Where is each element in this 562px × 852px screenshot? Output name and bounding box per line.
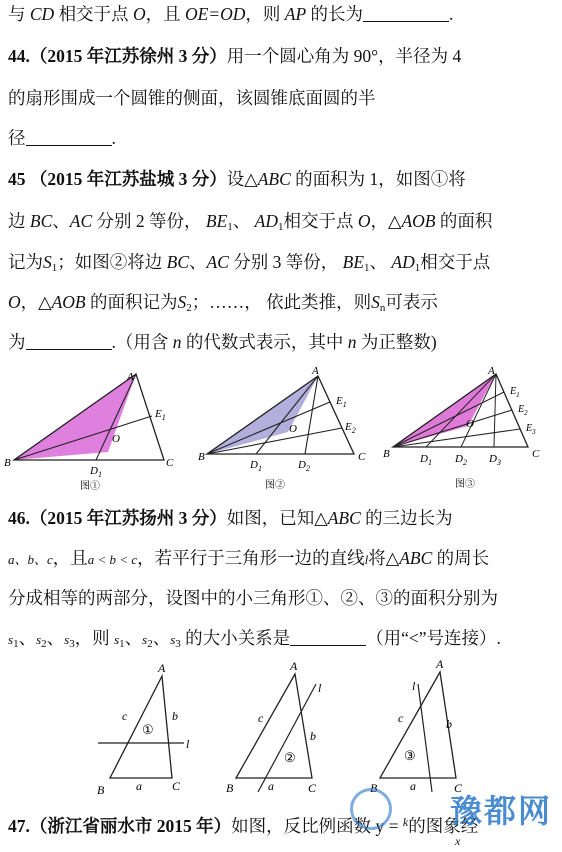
q45-figure-3 bbox=[383, 365, 540, 490]
svg-text:A: A bbox=[290, 659, 298, 673]
svg-text:A: A bbox=[158, 661, 166, 675]
answer-blank bbox=[290, 631, 366, 646]
q45-line-5: 为 .（用含 n 的代数式表示，其中 n 为正整数) bbox=[8, 332, 437, 352]
q44-line-3: 径 . bbox=[8, 128, 116, 148]
q44-line-2: 的扇形围成一个圆锥的侧面，该圆锥底面圆的半 bbox=[8, 88, 376, 108]
q46-figures bbox=[0, 656, 562, 801]
svg-text:D2: $D_2$ bbox=[298, 459, 310, 473]
q45-figures bbox=[0, 362, 562, 492]
svg-text:E1: $E_1$ bbox=[155, 408, 166, 422]
svg-text:D3: $D_3$ bbox=[489, 453, 501, 467]
q46-figure-3 bbox=[370, 657, 463, 795]
q43-tail-line: 与 CD 相交于点 O，且 OE=OD，则 AP 的长为 . bbox=[8, 4, 454, 24]
svg-text:A: A bbox=[312, 365, 319, 377]
q46-figure-1 bbox=[97, 661, 190, 797]
caption-fig1: 图① bbox=[80, 481, 100, 492]
svg-text:a: a bbox=[136, 779, 142, 793]
q45-line-2: 边 BC、AC 分别 2 等份， $BE_1$、 $AD_1$相交于点 O，△AOB 的面积 bbox=[8, 211, 493, 233]
svg-text:l: l bbox=[186, 737, 190, 751]
svg-text:C: C bbox=[454, 781, 463, 795]
svg-text:B: B bbox=[383, 448, 390, 460]
q46-figure-2 bbox=[226, 659, 322, 795]
q46-line-4: $s_1$、$s_2$、$s_3$，则 $s_1$、$s_2$、$s_3$ 的大小关系是 （用“<”号连接）. bbox=[8, 628, 501, 650]
svg-text:C: C bbox=[532, 448, 540, 460]
q45-figure-2 bbox=[198, 365, 366, 491]
q45-line-4: O，△AOB 的面积记为$S_2$；……， 依此类推，则$S_n$可表示 bbox=[8, 292, 438, 314]
svg-text:B: B bbox=[97, 783, 105, 797]
svg-text:b: b bbox=[310, 729, 316, 743]
svg-text:②: ② bbox=[284, 750, 296, 765]
svg-text:b: b bbox=[172, 709, 178, 723]
svg-text:C: C bbox=[308, 781, 317, 795]
svg-text:D1: $D_1$ bbox=[90, 465, 102, 479]
q45-line-1: 45 （2015 年江苏盐城 3 分）设△ABC 的面积为 1，如图①将 bbox=[8, 169, 466, 189]
svg-text:B: B bbox=[4, 457, 11, 469]
svg-text:O: O bbox=[112, 433, 120, 445]
q45-figure-1 bbox=[4, 371, 174, 492]
q47-line-1: 47.（浙江省丽水市 2015 年）如图，反比例函数 y = $^k$的图象经 bbox=[8, 815, 479, 836]
svg-text:①: ① bbox=[142, 722, 154, 737]
svg-text:A: A bbox=[488, 365, 495, 377]
svg-text:b: b bbox=[446, 717, 452, 731]
svg-text:O: O bbox=[466, 418, 474, 430]
svg-text:A: A bbox=[436, 657, 444, 671]
svg-text:B: B bbox=[226, 781, 234, 795]
svg-text:E3: $E_3$ bbox=[526, 423, 536, 436]
svg-text:D1: $D_1$ bbox=[420, 453, 432, 467]
q45-line-3: 记为$S_1$；如图②将边 BC、AC 分别 3 等份， $BE_1$、 $AD_1$相交于点 bbox=[8, 252, 491, 274]
watermark-logo-icon bbox=[350, 788, 392, 830]
svg-text:c: c bbox=[258, 711, 264, 725]
svg-text:③: ③ bbox=[404, 748, 416, 763]
caption-fig2: 图② bbox=[265, 480, 285, 491]
svg-text:E1: $E_1$ bbox=[510, 386, 520, 399]
svg-text:D2: $D_2$ bbox=[455, 453, 467, 467]
svg-text:E2: $E_2$ bbox=[345, 421, 356, 435]
svg-text:a: a bbox=[268, 779, 274, 793]
svg-text:c: c bbox=[122, 709, 128, 723]
svg-text:E2: $E_2$ bbox=[518, 404, 528, 417]
svg-text:A: A bbox=[127, 371, 134, 383]
svg-text:B: B bbox=[370, 781, 378, 795]
answer-blank bbox=[363, 7, 449, 22]
svg-text:E1: $E_1$ bbox=[336, 395, 347, 409]
caption-fig3: 图③ bbox=[455, 479, 475, 490]
svg-text:O: O bbox=[289, 423, 297, 435]
q44-line-1: 44.（2015 年江苏徐州 3 分）用一个圆心角为 90°，半径为 4 bbox=[8, 46, 462, 66]
q47-fraction-denominator: x bbox=[455, 834, 461, 848]
svg-text:D1: $D_1$ bbox=[250, 459, 262, 473]
svg-text:C: C bbox=[358, 451, 366, 463]
svg-text:a: a bbox=[410, 779, 416, 793]
svg-text:l: l bbox=[412, 679, 416, 693]
svg-text:B: B bbox=[198, 451, 205, 463]
svg-text:l: l bbox=[318, 681, 322, 695]
answer-blank bbox=[26, 131, 112, 146]
answer-blank bbox=[26, 335, 112, 350]
svg-text:C: C bbox=[166, 457, 174, 469]
q46-line-3: 分成相等的两部分，设图中的小三角形①、②、③的面积分别为 bbox=[8, 588, 498, 608]
svg-text:c: c bbox=[398, 711, 404, 725]
svg-text:C: C bbox=[172, 779, 181, 793]
q46-line-1: 46.（2015 年江苏扬州 3 分）如图，已知△ABC 的三边长为 bbox=[8, 508, 453, 528]
q46-line-2: a、b、c，且a < b < c，若平行于三角形一边的直线l将△ABC 的周长 bbox=[8, 548, 490, 568]
watermark-text: 豫都网 bbox=[449, 793, 552, 829]
